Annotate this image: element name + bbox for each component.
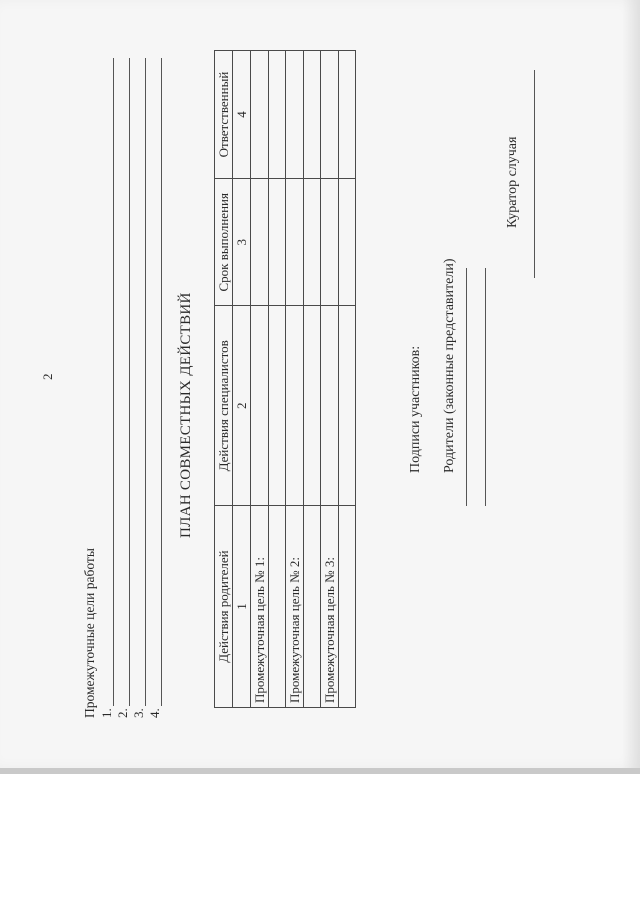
goal-number: 1. [99,708,114,718]
signature-line-parents-2 [485,268,486,506]
table-cell [304,51,321,179]
column-header: Действия специалистов [215,306,233,506]
table-row [304,51,321,708]
page-number: 2 [40,373,55,380]
table-cell [251,306,269,506]
column-number: 1 [233,506,251,708]
curator-label: Куратор случая [505,136,520,228]
table-cell [286,51,304,179]
goal-rule [145,58,146,706]
column-number: 3 [233,179,251,306]
table-cell [269,179,286,306]
signature-line-parents-1 [466,268,467,506]
table-cell [339,51,356,179]
table-cell [286,306,304,506]
signature-line-curator [534,70,535,278]
column-number: 4 [233,51,251,179]
table-cell [286,179,304,306]
column-number: 2 [233,306,251,506]
goal-rule [129,58,130,706]
parents-label: Родители (законные представители) [442,258,457,473]
table-cell [251,179,269,306]
goal-number: 2. [115,708,130,718]
goal-number: 4. [147,708,162,718]
table-cell [269,506,286,708]
table-cell [339,179,356,306]
plan-title: ПЛАН СОВМЕСТНЫХ ДЕЙСТВИЙ [178,292,194,538]
table-cell [321,179,339,306]
goal-number: 3. [131,708,146,718]
table-cell [339,306,356,506]
plan-table [214,50,356,708]
table-cell [304,306,321,506]
goal-row-label: Промежуточная цель № 3: [321,506,339,708]
table-cell [321,51,339,179]
table-row [286,51,304,708]
table-row [269,51,286,708]
goal-line [100,58,116,718]
goal-rule [161,58,162,706]
goal-row-label: Промежуточная цель № 2: [286,506,304,708]
table-row [321,51,339,708]
table-header-row [215,51,233,708]
goal-line [132,58,148,718]
table-row [339,51,356,708]
table-cell [269,306,286,506]
column-header: Действия родителей [215,506,233,708]
column-header: Ответственный [215,51,233,179]
table-cell [251,51,269,179]
table-cell [339,506,356,708]
table-cell [321,306,339,506]
table-row [251,51,269,708]
goals-title: Промежуточные цели работы [82,548,97,718]
goal-line [116,58,132,718]
table-cell [304,506,321,708]
goal-row-label: Промежуточная цель № 1: [251,506,269,708]
signatures-title: Подписи участников: [408,345,423,473]
table-number-row [233,51,251,708]
goal-line [148,58,164,718]
table-cell [269,51,286,179]
column-header: Срок выполнения [215,179,233,306]
goal-rule [113,58,114,706]
table-cell [304,179,321,306]
